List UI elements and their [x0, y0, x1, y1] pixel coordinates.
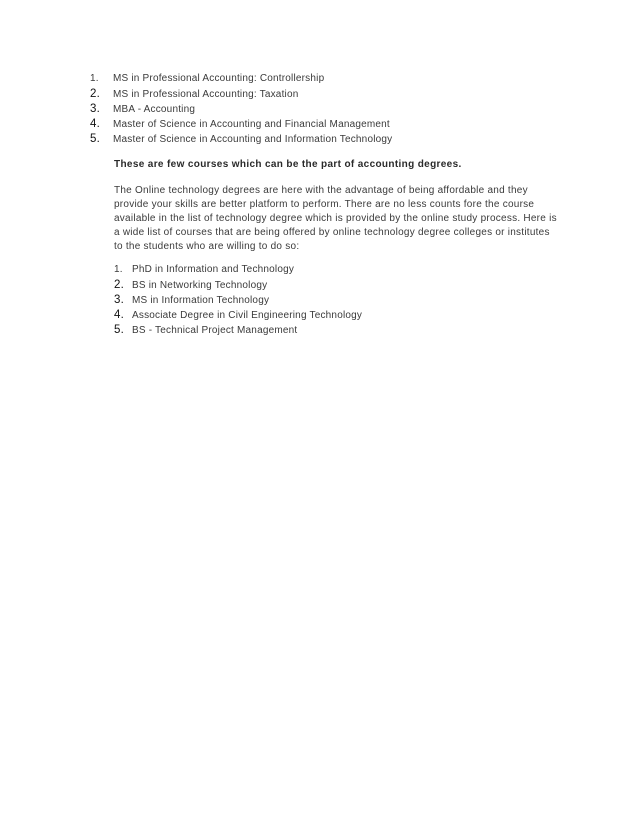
list-item-text: Associate Degree in Civil Engineering Technology — [132, 310, 363, 321]
list-item-text: BS in Networking Technology — [132, 280, 268, 291]
list-item-text: MS in Information Technology — [132, 295, 270, 306]
paragraph-line: The Online technology degrees are here with the advantage of being affordable and they — [114, 185, 528, 196]
list-number: 5. — [90, 133, 100, 145]
list-item — [114, 264, 594, 279]
list-number: 3. — [90, 103, 100, 115]
section-heading: These are few courses which can be the part of accounting degrees. — [114, 159, 462, 170]
list-number: 4. — [90, 118, 100, 130]
list-number: 2. — [90, 88, 100, 100]
list-item — [90, 103, 610, 118]
accounting-degree-list — [90, 73, 610, 148]
paragraph-line: a wide list of courses that are being offered by online technology degree colleges or institutes — [114, 227, 550, 238]
list-number: 1. — [90, 73, 99, 84]
paragraph-line: available in the list of technology degree which is provided by the online study process. Here is — [114, 213, 557, 224]
list-number: 4. — [114, 309, 124, 321]
paragraph-line: provide your skills are better platform to perform. There are no less counts fore the course — [114, 199, 535, 210]
list-item — [114, 309, 594, 324]
list-item — [90, 73, 610, 88]
list-item-text: MS in Professional Accounting: Controllership — [113, 73, 325, 84]
list-item-text: MBA - Accounting — [113, 104, 196, 115]
list-item-text: PhD in Information and Technology — [132, 264, 295, 275]
list-item-text: BS - Technical Project Management — [132, 325, 298, 336]
list-number: 2. — [114, 279, 124, 291]
body-paragraph — [114, 185, 584, 255]
list-item — [90, 88, 610, 103]
list-number: 5. — [114, 324, 124, 336]
list-number: 1. — [114, 264, 123, 275]
list-item — [90, 118, 610, 133]
list-number: 3. — [114, 294, 124, 306]
list-item — [114, 279, 594, 294]
list-item-text: Master of Science in Accounting and Information Technology — [113, 134, 393, 145]
list-item-text: MS in Professional Accounting: Taxation — [113, 89, 299, 100]
list-item — [114, 324, 594, 339]
technology-degree-list — [114, 264, 594, 339]
list-item-text: Master of Science in Accounting and Financial Management — [113, 119, 390, 130]
paragraph-line: to the students who are willing to do so: — [114, 241, 300, 252]
list-item — [114, 294, 594, 309]
list-item — [90, 133, 610, 148]
